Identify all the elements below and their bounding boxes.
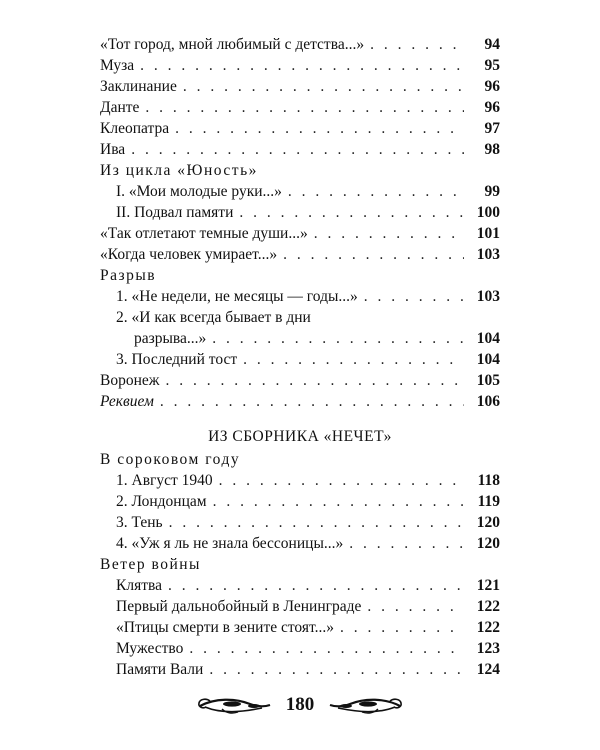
leader-dots (209, 659, 464, 680)
toc-entry (116, 491, 500, 512)
toc-entry-title: Клятва (116, 577, 162, 594)
leader-dots (145, 97, 464, 118)
toc-entry-title: «Так отлетают темные души...» (100, 225, 308, 242)
toc-entry-page: 94 (484, 36, 500, 53)
toc-entry-title: «Тот город, мной любимый с детства...» (100, 36, 365, 53)
toc-entry-page: 103 (476, 246, 500, 263)
toc-group-title (100, 160, 500, 181)
leader-dots (364, 286, 464, 307)
toc-entry-title: «Птицы смерти в зените стоят...» (116, 619, 334, 636)
toc-entry-page: 119 (477, 493, 500, 510)
toc-group-title (100, 554, 500, 575)
toc-entry-page: 120 (476, 514, 500, 531)
leader-dots (189, 638, 464, 659)
toc-entry (100, 97, 500, 118)
toc-entry-page: 99 (484, 183, 500, 200)
toc-entry-title: 3. Последний тост (116, 351, 238, 368)
toc-entry (116, 349, 500, 370)
toc-entry (100, 55, 500, 76)
leader-dots (243, 349, 464, 370)
leader-dots (367, 596, 464, 617)
toc-group-title-text: Ветер войны (100, 556, 201, 573)
toc-entry-page: 98 (484, 141, 500, 158)
toc-entry (116, 286, 500, 307)
leader-dots (175, 118, 464, 139)
section-heading: ИЗ СБОРНИКА «НЕЧЕТ» (208, 428, 392, 445)
toc-entry-page: 100 (476, 204, 500, 221)
toc-entry (100, 370, 500, 391)
leader-dots (160, 391, 464, 412)
toc-entry-title: Первый дальнобойный в Ленинграде (116, 598, 362, 615)
leader-dots (168, 575, 464, 596)
leader-dots (340, 617, 464, 638)
toc-entry-page: 97 (484, 120, 500, 137)
toc-entry-title: 4. «Уж я ль не знала бессоницы...» (116, 535, 344, 552)
toc-entry-page: 96 (484, 99, 500, 116)
toc-entry-page: 124 (476, 661, 500, 678)
leader-dots (239, 202, 464, 223)
toc-entry-page: 122 (476, 598, 500, 615)
toc-entry-title: Ива (100, 141, 126, 158)
toc-entry-title: Данте (100, 99, 140, 116)
toc-entry-page: 123 (476, 640, 500, 657)
toc-entry-page: 104 (476, 330, 500, 347)
toc-entry (116, 638, 500, 659)
toc-entry-page: 118 (477, 472, 500, 489)
toc-entry-page: 96 (484, 78, 500, 95)
toc-entry-title: Воронеж (100, 372, 160, 389)
toc-group-title-text: Из цикла «Юность» (100, 162, 258, 179)
toc-entry-page: 103 (476, 288, 500, 305)
leader-dots (370, 34, 464, 55)
leader-dots (213, 491, 464, 512)
toc-entry-title: 1. «Не недели, не месяцы — годы...» (116, 288, 358, 305)
toc-entry-title: Муза (100, 57, 135, 74)
toc-entry-title: Мужество (116, 640, 184, 657)
toc-entry-page: 95 (484, 57, 500, 74)
leader-dots (169, 512, 464, 533)
toc-entry-title: разрыва...» (134, 330, 207, 347)
toc-entry (116, 659, 500, 680)
leader-dots (183, 76, 464, 97)
toc-group-title-text: Разрыв (100, 267, 157, 284)
leader-dots (219, 470, 464, 491)
leader-dots (212, 328, 464, 349)
leader-dots (288, 181, 464, 202)
toc-entry (116, 202, 500, 223)
page-number: 180 (285, 694, 315, 715)
leader-dots (131, 139, 464, 160)
toc-entry (100, 244, 500, 265)
toc-entry-title: 1. Август 1940 (116, 472, 213, 489)
toc-entry-page: 106 (476, 393, 500, 410)
toc-entry (100, 139, 500, 160)
toc-entry (100, 34, 500, 55)
toc-entry-title: 2. Лондонцам (116, 493, 207, 510)
toc-entry (116, 575, 500, 596)
leader-dots (314, 223, 464, 244)
toc-entry-title: II. Подвал памяти (116, 204, 234, 221)
toc-entry (116, 512, 500, 533)
toc-group-title (100, 449, 500, 470)
toc-entry-page: 120 (476, 535, 500, 552)
leader-dots (140, 55, 464, 76)
toc-entry-title: 3. Тень (116, 514, 163, 531)
toc-entry (116, 307, 500, 328)
toc-entry (116, 617, 500, 638)
toc-entry (100, 391, 500, 412)
toc-entry (116, 596, 500, 617)
toc-entry-title: «Когда человек умирает...» (100, 246, 278, 263)
leader-dots (165, 370, 464, 391)
toc-entry-title: Реквием (100, 393, 154, 410)
toc-entry-title: I. «Мои молодые руки...» (116, 183, 282, 200)
leader-dots (349, 533, 464, 554)
toc-entry-title: Заклинание (100, 78, 177, 95)
toc-entry-page: 121 (476, 577, 500, 594)
toc-entry-title: 2. «И как всегда бывает в дни (116, 309, 311, 326)
toc-entry (100, 76, 500, 97)
toc-entry-title: Памяти Вали (116, 661, 204, 678)
leader-dots (283, 244, 464, 265)
toc-entry-continuation (116, 328, 500, 349)
page-footer (0, 690, 600, 720)
toc-entry-page: 104 (476, 351, 500, 368)
toc-entry (100, 223, 500, 244)
toc-entry-page: 105 (476, 372, 500, 389)
toc-entry (116, 533, 500, 554)
toc-entry-page: 122 (476, 619, 500, 636)
toc-entry-page: 101 (476, 225, 500, 242)
toc-entry (116, 181, 500, 202)
toc-group-title (100, 265, 500, 286)
toc-entry (100, 118, 500, 139)
toc-entry (116, 470, 500, 491)
toc-entry-title: Клеопатра (100, 120, 170, 137)
toc-group-title-text: В сороковом году (100, 451, 241, 468)
